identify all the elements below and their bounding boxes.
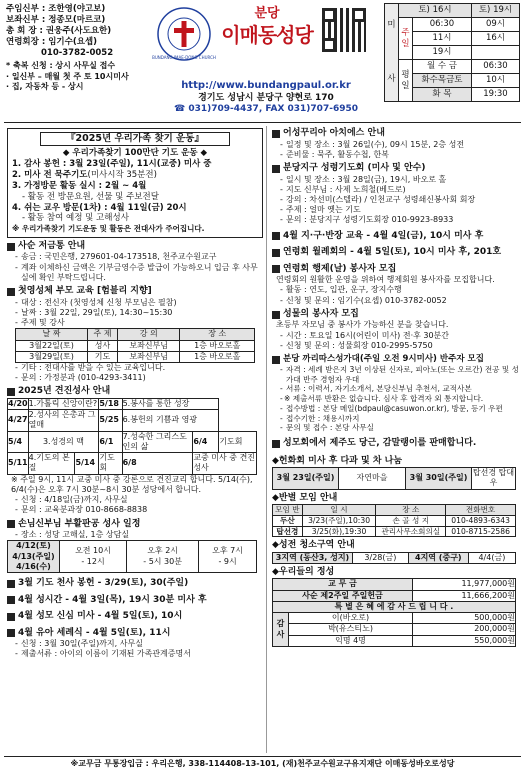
flower-table: 3월 23일(주일) 자연마을 3월 30일(주일) 탑선경 탑대우	[272, 467, 516, 489]
footer-account: ※교무금 무통장입금 : 우리은행, 338-114408-13-101, (재)천주교수원교구유지재단 이매동성바오로성당	[4, 756, 521, 769]
blessing-note-3: · 집, 자동차 등 - 상시	[6, 81, 84, 91]
parish-small: 분당	[254, 6, 280, 21]
communion-edu-title: 첫영성체 부모 교육 [험블리 지향]	[7, 286, 263, 298]
svg-text:BUNDANG IMAE-DONG CHURCH: BUNDANG IMAE-DONG CHURCH	[152, 55, 216, 60]
campaign-subtitle: ◆ 우리가족찾기 100만단 기도 운동 ◆	[62, 148, 208, 159]
confession-title: 손님신부님 부활판공 성사 일정	[7, 519, 263, 531]
regional-table: 모임 반 일 시 장 소 전화번호 두산 3/23(주일),10:30 손 골 성 지 010-4893-6343 탑선경 3/25(화),19:30 관리사무소회의실 010-8715-2586	[272, 504, 516, 537]
savings-title: 사순 저금통 안내	[7, 241, 263, 253]
confession-table: 4/12(토) 4/13(주일) 4/16(수) 오전 10시 - 12시 오후 2시 - 5시 30분 오후 7시 - 9시	[7, 540, 257, 573]
confirmation-table: 4/20 1.가톨릭 신앙이란? 5/18 5.봉사를 통한 성장 4/27 2.성사의 은총과 그 열매 5/25 6.봉헌의 기쁨과 영광 5/4 3.성경의 맥 6/1 7.성숙한 그리스도인의 삶 6/4 기도회 5/11 4.기도의 본질 5/14 기도회 6/8 교중 미사 중 견진성사	[8, 399, 256, 473]
parish-name	[212, 6, 322, 48]
parish-url[interactable]: http://www.bundangpaul.or.kr	[181, 80, 351, 91]
staff-row: 주임신부 : 조한영(야고보)	[6, 4, 106, 14]
staff-row: 연령회장 : 임기수(요셉)	[6, 36, 98, 47]
communion-table: 날 짜 주 제 강 의 장 소 3월22일(토) 성사 보좌신부님 1층 바오로홀 3월29일(토) 기도 보좌신부님 1층 바오로홀	[15, 328, 255, 363]
staff-block	[6, 4, 154, 92]
parish-contact	[156, 80, 376, 116]
blessing-note-2: · 일신부 – 매월 첫 주 토 10시미사	[6, 71, 129, 81]
qr-code	[322, 8, 366, 52]
campaign-box: 『2025년 우리가족 찾기 운동』 ◆ 우리가족찾기 100만단 기도 운동 ◆ 1. 감사 봉헌 : 3월 23일(주일), 11시(교중) 미사 중 2. 미사 전 묵주기도(미사시작 35분전) 3. 가정방문 활동 실시 : 2월 ~ 4월 - 활동 전 방문요원, 선물 및 주보전달 4. 쉬는 교우 방문(1차) : 4월 11일(금) 20시 - 활동 참여 예정 및 고해성사 ※ 우리가족찾기 기도운동 및 활동은 전대사가 주어집니다.	[7, 128, 263, 238]
parish-big: 이매동성당	[221, 22, 313, 47]
cleaning-table: 3지역 (동산3, 성지) 3/28(금) 4지역 (중구) 4/4(금)	[272, 552, 516, 564]
finance-table: 교 무 금 11,977,000원 사순 제2주일 주일헌금 11,666,200원 특 별 은 혜 에 감 사 드 립 니 다 . 감사 이(바오로) 500,000원 박(유스티노) 200,000원 익명 4명 550,000원	[272, 578, 516, 646]
parish-address: 경기도 성남시 분당구 양현로 170	[198, 92, 334, 103]
parish-logo	[152, 6, 216, 62]
campaign-title: 『2025년 우리가족 찾기 운동』	[40, 132, 230, 146]
confirmation-title: 2025년 견진성사 안내	[7, 386, 263, 398]
staff-phone: 010-3782-0052	[41, 47, 114, 58]
staff-row: 보좌신부 : 정종모(마르코)	[6, 14, 106, 25]
staff-row: 총 회 장 : 권웅주(사도요한)	[6, 25, 112, 36]
mass-times-table: 미 사 토) 16시 토) 19시 주 일 06:30 09시 11시 16시 19시 평 일 월 수 금 06:30 화수목금토 10시 화 목 19:30	[384, 3, 520, 102]
parish-tel: ☎ 031)709-4437, FAX 031)707-6950	[174, 104, 358, 115]
right-column: 어성꾸리아 아치에스 안내 - 일정 및 장소 : 3월 26일(수), 09시 15분, 2층 성전 - 준비물 : 묵주, 활동수첩, 한복 분당지구 성령기도회 (미사 및 안수) - 일시 및 장소 : 3월 28일(금), 19시, 바오로 홀 - 지도 신부님 : 사제 노희철(베드로) - 강의 : 차선미(스텔라) / 인천교구 성령쇄신봉사회 회장 - 주제 : 얼마 옛는 기도 - 문의 : 분당지구 성령기도회장 010-9923-8933 4월 지·구·반장 교육 - 4월 4일(금), 10시 미사 후 연령회 월례회의 - 4월 5일(토), 10시 미사 후, 201호 연령회 행제(날) 봉사자 모집 연령회의 원활한 운영을 위하여 행제회원 봉사자를 모집합니다. - 활동 : 연도, 입관, 운구, 장지수행 - 신청 및 문의 : 임기수(요셉) 010-3782-0052 성물의 봉사자 모집 초등부 자모님 중 봉사가 가능하신 분을 찾습니다. - 시간 : 토요일 16시(어린이 미사) 전·후 30분간 - 신청 및 문의 : 성물회장 010-2995-5750 분당 까리따스성가대(주일 오전 9시미사) 반주자 모집 - 자격 : 세례 받은지 3년 이상된 신자로, 피아노(또는 오르간) 전공 및 성가대 반주 경험자 우대 - 서류 : 이력서, 자기소개서, 본당신부님 추천서, 교적사본 - ※ 제출서류 반환은 없습니다. 심사 후 합격자 외 통지합니다. - 접수방법 : 본당 메일(bdpaul@casuwon.or.kr), 방문, 등기 우편 - 접수기한 : 채용시까지 - 문의 및 접수 : 본당 사무실 성모회에서 제주도 당근, 감말랭이를 판매합니다. ◆ 헌화회 미사 후 다과 및 차 나눔 3월 23일(주일) 자연마을 3월 30일(주일) 탑선경 탑대우 ◆ 반별 모임 안내 모임 반 일 시 장 소 전화번호 두산 3/23(주일),10:30 손 골 성 지 010-4893-6343 탑선경 3/25(화),19:30 관리사무소회의실 010-8715-2586 ◆ 성전 청소구역 안내 3지역 (동산3, 성지) 3/28(금) 4지역 (중구) 4/4(금) ◆ 우리들의 정성 교 무 금 11,977,000원 사순 제2주일 주일헌금 11,666,200원 특 별 은 혜 에 감 사 드 립 니 다 . 감사 이(바오로) 500,000원 박(유스티노) 200,000원 익명 4명 550,000원	[272, 128, 520, 647]
blessing-note: * 축복 신청 : 상시 사무실 접수	[6, 61, 116, 71]
left-column: 『2025년 우리가족 찾기 운동』 ◆ 우리가족찾기 100만단 기도 운동 ◆ 1. 감사 봉헌 : 3월 23일(주일), 11시(교중) 미사 중 2. 미사 전 묵주기도(미사시작 35분전) 3. 가정방문 활동 실시 : 2월 ~ 4월 - 활동 전 방문요원, 선물 및 주보전달 4. 쉬는 교우 방문(1차) : 4월 11일(금) 20시 - 활동 참여 예정 및 고해성사 ※ 우리가족찾기 기도운동 및 활동은 전대사가 주어집니다. 사순 저금통 안내 - 송금 : 국민은행, 279601-04-173518, 천주교수원교구 - 계좌 이체하신 금액은 기부금영수증 발급이 가능하오니 입금 후 사무실에 확인 부탁드립니다. 첫영성체 부모 교육 [험블리 지향] - 대상 : 전신자 (첫영성체 신청 부모님은 필참) - 날짜 : 3월 22일, 29일(토), 14:30~15:30 - 주제 및 강사 날 짜 주 제 강 의 장 소 3월22일(토) 성사 보좌신부님 1층 바오로홀 3월29일(토) 기도 보좌신부님 1층 바오로홀 - 기타 : 전대사를 받을 수 있는 교육입니다. - 문의 : 가정분과 (010-4293-3411) 2025년 견진성사 안내 4/20 1.가톨릭 신앙이란? 5/18 5.봉사를 통한 성장 4/27 2.성사의 은총과 그 열매 5/25 6.봉헌의 기쁨과 영광 5/4 3.성경의 맥 6/1 7.성숙한 그리스도인의 삶 6/4 기도회 5/11 4.기도의 본질 5/14 기도회 6/8 교중 미사 중 견진성사 ※ 주일 9시, 11시 교중 미사 중 강론으로 견진교리 합니다. 5/14(수), 6/4(수)은 오후 7시 30분~8시 30분 성당에서 합니다. - 신청 : 4/18일(금)까지, 사무실 - 문의 : 교육분과장 010-8668-8838 손님신부님 부활판공 성사 일정 - 장소 : 성당 고해실, 1층 상담실 4/12(토) 4/13(주일) 4/16(수) 오전 10시 - 12시 오후 2시 - 5시 30분 오후 7시 - 9시 3월 기도 천사 봉헌 - 3/29(토), 30(주일) 4월 성시간 - 4월 3일(목), 19시 30분 미사 후 4월 성모 신심 미사 - 4월 5일(토), 10시 4월 유아 세례식 - 4월 5일(토), 11시 - 신청 : 3월 30일(주일)까지, 사무실 - 제출서류 : 아이의 이름이 기재된 가족관계증명서	[7, 128, 263, 660]
